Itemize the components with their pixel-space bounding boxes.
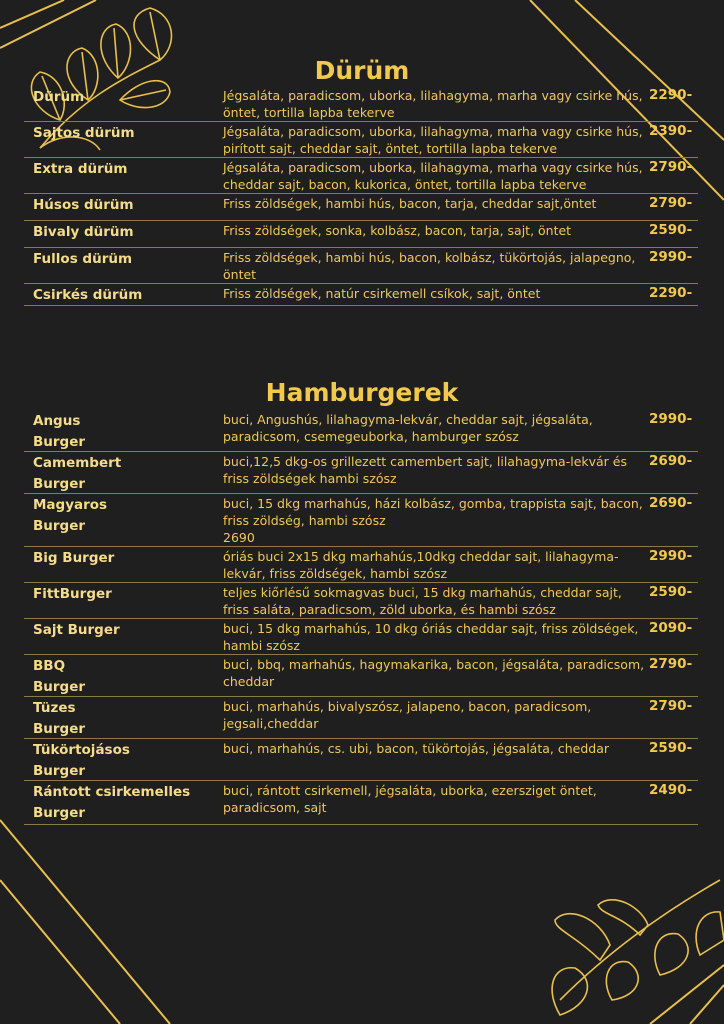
item-name-line: Tükörtojásos xyxy=(33,742,130,758)
menu-row xyxy=(24,194,698,221)
item-name-line: Dürüm xyxy=(33,89,85,105)
item-name-line: Burger xyxy=(33,476,86,492)
hamburger-menu-table xyxy=(24,410,698,825)
item-name-line: Burger xyxy=(33,679,86,695)
item-name xyxy=(24,194,223,216)
item-name-line: Rántott csirkemelles xyxy=(33,784,191,800)
item-name-line: Húsos dürüm xyxy=(33,197,134,213)
item-name xyxy=(24,655,223,698)
item-price: 2990- xyxy=(649,548,693,564)
menu-row xyxy=(24,452,698,494)
item-name xyxy=(24,122,223,144)
durum-menu-table xyxy=(24,86,698,306)
item-price: 2390- xyxy=(649,123,693,139)
item-description: Friss zöldségek, natúr csirkemell csíkok, sajt, öntet xyxy=(223,286,541,301)
menu-row xyxy=(24,655,698,697)
menu-row xyxy=(24,158,698,194)
item-name-line: Magyaros xyxy=(33,497,108,513)
item-price: 2690- xyxy=(649,495,693,511)
item-description: Jégsaláta, paradicsom, uborka, lilahagyma, marha vagy csirke hús, öntet, tortilla lapba tekerve xyxy=(223,88,643,120)
item-price: 2690- xyxy=(649,453,693,469)
item-description: Jégsaláta, paradicsom, uborka, lilahagyma, marha vagy csirke hús, cheddar sajt, bacon, kukorica, öntet, tortilla lapba tekerve xyxy=(223,160,643,192)
item-name-line: Burger xyxy=(33,518,86,534)
item-price: 2990- xyxy=(649,249,693,265)
item-name xyxy=(24,452,223,495)
item-description: buci, 15 dkg marhahús, házi kolbász, gomba, trappista sajt, bacon, friss zöldség, hambi szósz 2690 xyxy=(223,496,643,545)
item-description: Friss zöldségek, hambi hús, bacon, kolbász, tükörtojás, jalapegno, öntet xyxy=(223,250,636,282)
item-price: 2590- xyxy=(649,222,693,238)
item-name-line: Sajt Burger xyxy=(33,622,120,638)
item-price: 2990- xyxy=(649,411,693,427)
item-name xyxy=(24,284,223,306)
item-name xyxy=(24,221,223,243)
item-name xyxy=(24,86,223,108)
item-name-line: Csirkés dürüm xyxy=(33,287,143,303)
item-description: buci,12,5 dkg-os grillezett camembert sajt, lilahagyma-lekvár és friss zöldségek hambi szósz xyxy=(223,454,627,486)
item-name-line: Camembert xyxy=(33,455,122,471)
item-name xyxy=(24,781,223,824)
item-price: 2290- xyxy=(649,87,693,103)
menu-row xyxy=(24,248,698,284)
menu-row xyxy=(24,781,698,825)
menu-row xyxy=(24,494,698,547)
item-price: 2290- xyxy=(649,285,693,301)
item-name xyxy=(24,494,223,537)
menu-row xyxy=(24,221,698,248)
item-name-line: Burger xyxy=(33,721,86,737)
durum-section-title: Dürüm xyxy=(314,56,410,85)
item-name xyxy=(24,619,223,641)
menu-row xyxy=(24,122,698,158)
item-name-line: Fullos dürüm xyxy=(33,251,133,267)
item-price: 2790- xyxy=(649,159,693,175)
menu-row xyxy=(24,619,698,655)
item-description: teljes kiőrlésű sokmagvas buci, 15 dkg marhahús, cheddar sajt, friss saláta, paradicsom, zöld uborka, és hambi szósz xyxy=(223,585,622,617)
item-description: buci, 15 dkg marhahús, 10 dkg óriás cheddar sajt, friss zöldségek, hambi szósz xyxy=(223,621,639,653)
item-name-line: BBQ xyxy=(33,658,66,674)
item-name-line: Burger xyxy=(33,763,86,779)
item-description: Friss zöldségek, hambi hús, bacon, tarja, cheddar sajt,öntet xyxy=(223,196,597,211)
leaf-branch-icon xyxy=(552,880,724,1015)
item-name-line: Burger xyxy=(33,805,86,821)
item-name-line: Extra dürüm xyxy=(33,161,128,177)
item-name-line: Tüzes xyxy=(33,700,76,716)
item-price: 2590- xyxy=(649,584,693,600)
menu-row xyxy=(24,284,698,306)
item-price: 2790- xyxy=(649,656,693,672)
item-name xyxy=(24,547,223,569)
item-name-line: Bivaly dürüm xyxy=(33,224,134,240)
item-name-line: Big Burger xyxy=(33,550,115,566)
item-description: óriás buci 2x15 dkg marhahús,10dkg cheddar sajt, lilahagyma-lekvár, friss zöldségek, hambi szósz xyxy=(223,549,619,581)
item-price: 2790- xyxy=(649,195,693,211)
item-name-line: Sajtos dürüm xyxy=(33,125,135,141)
item-name xyxy=(24,248,223,270)
menu-row xyxy=(24,86,698,122)
menu-row xyxy=(24,739,698,781)
item-name-line: FittBurger xyxy=(33,586,112,602)
item-name xyxy=(24,739,223,782)
item-description: buci, rántott csirkemell, jégsaláta, uborka, ezersziget öntet, paradicsom, sajt xyxy=(223,783,597,815)
item-price: 2090- xyxy=(649,620,693,636)
item-name-line: Burger xyxy=(33,434,86,450)
hamburger-section-title: Hamburgerek xyxy=(265,378,459,407)
item-name xyxy=(24,158,223,180)
item-description: buci, marhahús, bivalyszósz, jalapeno, bacon, paradicsom, jegsali,cheddar xyxy=(223,699,592,731)
menu-row xyxy=(24,697,698,739)
item-description: Jégsaláta, paradicsom, uborka, lilahagyma, marha vagy csirke hús, pirított sajt, cheddar sajt, öntet, tortilla lapba tekerve xyxy=(223,124,643,156)
item-description: buci, marhahús, cs. ubi, bacon, tükörtojás, jégsaláta, cheddar xyxy=(223,741,609,756)
item-price: 2590- xyxy=(649,740,693,756)
item-name xyxy=(24,410,223,453)
menu-row xyxy=(24,583,698,619)
menu-row xyxy=(24,410,698,452)
item-name xyxy=(24,697,223,740)
item-price: 2490- xyxy=(649,782,693,798)
item-name-line: Angus xyxy=(33,413,81,429)
item-name xyxy=(24,583,223,605)
item-description: Friss zöldségek, sonka, kolbász, bacon, tarja, sajt, öntet xyxy=(223,223,572,238)
item-price: 2790- xyxy=(649,698,693,714)
item-description: buci, bbq, marhahús, hagymakarika, bacon, jégsaláta, paradicsom, cheddar xyxy=(223,657,645,689)
menu-row xyxy=(24,547,698,583)
item-description: buci, Angushús, lilahagyma-lekvár, cheddar sajt, jégsaláta, paradicsom, csemegeuborka, hamburger szósz xyxy=(223,412,593,444)
